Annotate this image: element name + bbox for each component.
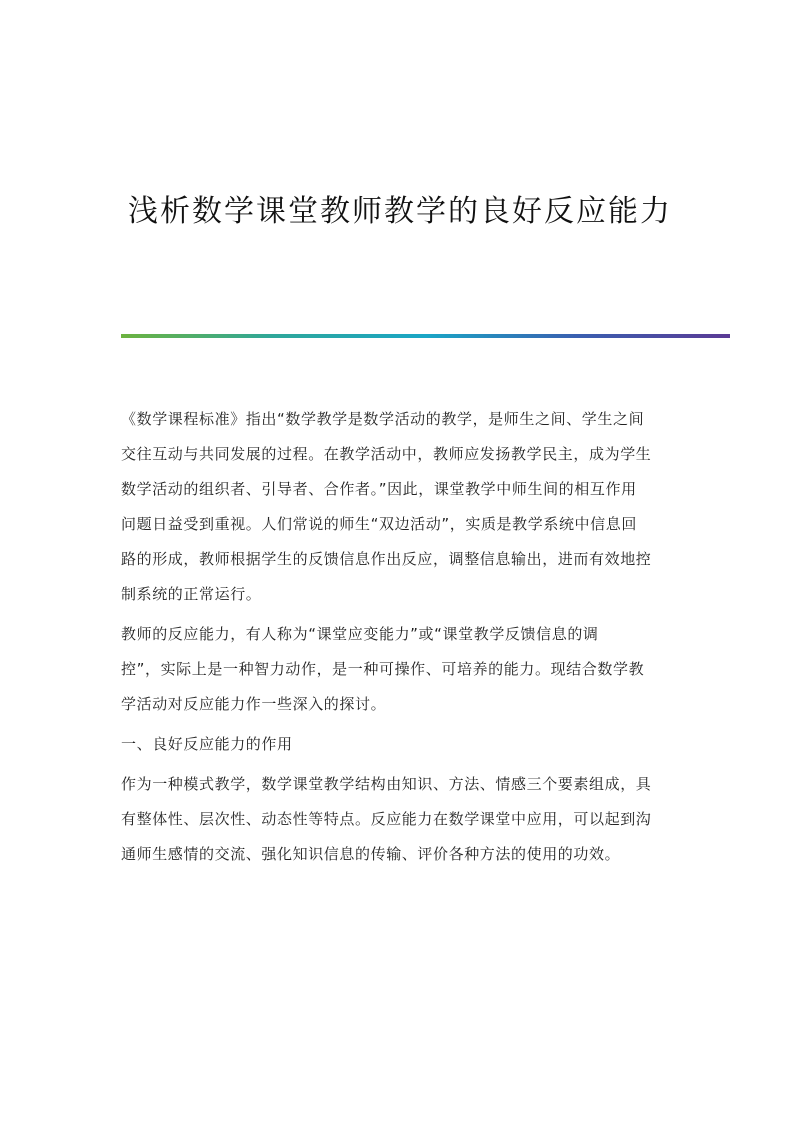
paragraph-line: 作为一种模式教学，数学课堂教学结构由知识、方法、情感三个要素组成，具	[121, 775, 652, 793]
paragraph-line: 问题日益受到重视。人们常说的师生“双边活动”，实质是教学系统中信息回	[121, 515, 637, 533]
paragraph-line: 教师的反应能力，有人称为“课堂应变能力”或“课堂教学反馈信息的调	[121, 625, 599, 643]
paragraph-line: 学活动对反应能力作一些深入的探讨。	[121, 695, 387, 713]
document-title: 浅析数学课堂教师教学的良好反应能力	[128, 194, 672, 229]
section-heading-text: 一、良好反应能力的作用	[121, 735, 293, 753]
paragraph-line: 交往互动与共同发展的过程。在教学活动中，教师应发扬教学民主，成为学生	[121, 445, 652, 463]
document-body	[121, 402, 677, 877]
section-heading	[121, 727, 677, 762]
paragraph-line: 数学活动的组织者、引导者、合作者。”因此，课堂教学中师生间的相互作用	[121, 480, 637, 498]
paragraph-line: 《数学课程标准》指出“数学教学是数学活动的教学，是师生之间、学生之间	[121, 410, 645, 428]
paragraph-3	[121, 767, 677, 872]
paragraph-line: 有整体性、层次性、动态性等特点。反应能力在数学课堂中应用，可以起到沟	[121, 810, 652, 828]
paragraph-line: 制系统的正常运行。	[121, 585, 262, 603]
paragraph-line: 通师生感情的交流、强化知识信息的传输、评价各种方法的使用的功效。	[121, 845, 621, 863]
paragraph-1	[121, 402, 677, 612]
gradient-divider	[121, 334, 730, 338]
paragraph-line: 路的形成，教师根据学生的反馈信息作出反应，调整信息输出，进而有效地控	[121, 550, 652, 568]
paragraph-line: 控”，实际上是一种智力动作，是一种可操作、可培养的能力。现结合数学教	[121, 660, 645, 678]
paragraph-2	[121, 617, 677, 722]
